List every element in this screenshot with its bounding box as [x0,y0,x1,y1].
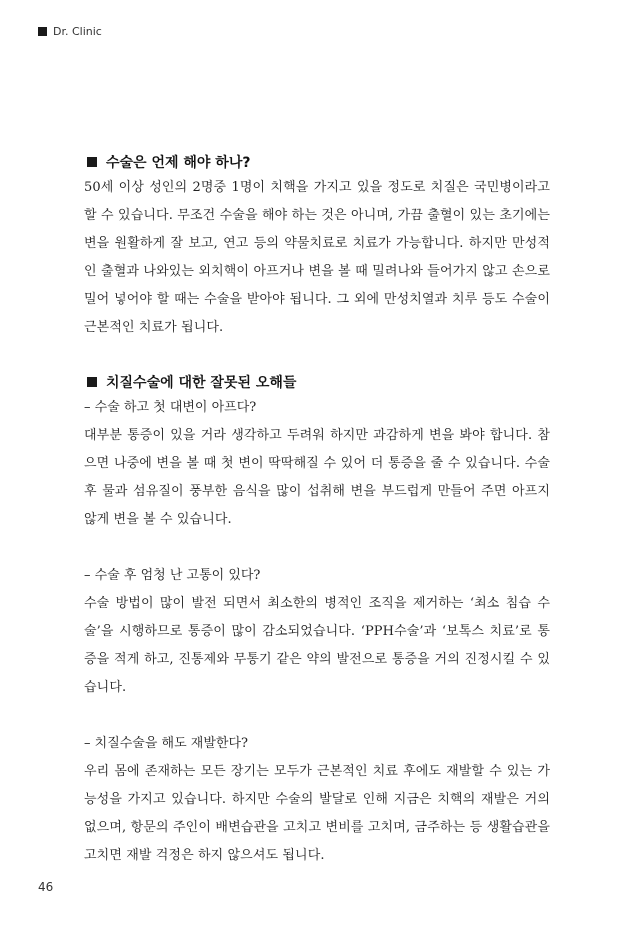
misconception-item [84,394,550,534]
square-bullet-icon [87,377,97,387]
misconception-answer: 수술 방법이 많이 발전 되면서 최소한의 병적인 조직을 제거하는 ‘최소 침습 수술’을 시행하므로 통증이 많이 감소되었습니다. ‘PPH수술’과 ‘보톡스 치료’로 통증을 적게 하고, 진통제와 무통기 같은 약의 발전으로 통증을 거의 진정시킬 수 있습니다. [84,596,550,695]
main-content [84,150,550,870]
section-paragraph: 50세 이상 성인의 2명중 1명이 치핵을 가지고 있을 정도로 치질은 국민병이라고 할 수 있습니다. 무조건 수술을 해야 하는 것은 아니며, 가끔 출혈이 있는 초기에는 변을 원활하게 잘 보고, 연고 등의 약물치료로 치료가 가능합니다. 하지만 만성적인 출혈과 나와있는 외치핵이 아프거나 변을 볼 때 밀려나와 들어가지 않고 손으로 밀어 넣어야 할 때는 수술을 받아야 됩니다. 그 외에 만성치열과 치루 등도 수술이 근본적인 치료가 됩니다. [84,180,550,335]
misconception-item [84,562,550,702]
page-number: 46 [38,880,54,894]
misconception-question: – 치질수술을 해도 재발한다? [84,736,249,751]
section-title [84,150,550,174]
section-misconceptions [84,370,550,870]
misconception-answer: 우리 몸에 존재하는 모든 장기는 모두가 근본적인 치료 후에도 재발할 수 있는 가능성을 가지고 있습니다. 하지만 수술의 발달로 인해 지금은 치핵의 재발은 거의 없으며, 항문의 주인이 배변습관을 고치고 변비를 고치며, 금주하는 등 생활습관을 고치면 재발 걱정은 하지 않으셔도 됩니다. [84,764,550,863]
misconception-answer: 대부분 통증이 있을 거라 생각하고 두려워 하지만 과감하게 변을 봐야 합니다. 참으면 나중에 변을 볼 때 첫 변이 딱딱해질 수 있어 더 통증을 줄 수 있습니다. 수술 후 물과 섬유질이 풍부한 음식을 많이 섭취해 변을 부드럽게 만들어 주면 아프지 않게 변을 볼 수 있습니다. [84,428,550,527]
square-bullet-icon [38,27,47,36]
square-bullet-icon [87,157,97,167]
misconception-question: – 수술 후 엄청 난 고통이 있다? [84,568,261,583]
section-title [84,370,550,394]
running-header [38,25,102,38]
section-title-text: 수술은 언제 해야 하나? [106,155,251,171]
header-title: Dr. Clinic [53,25,102,38]
misconception-item [84,730,550,870]
section-when-surgery [84,150,550,342]
section-title-text: 치질수술에 대한 잘못된 오해들 [106,375,297,391]
misconception-question: – 수술 하고 첫 대변이 아프다? [84,400,257,415]
